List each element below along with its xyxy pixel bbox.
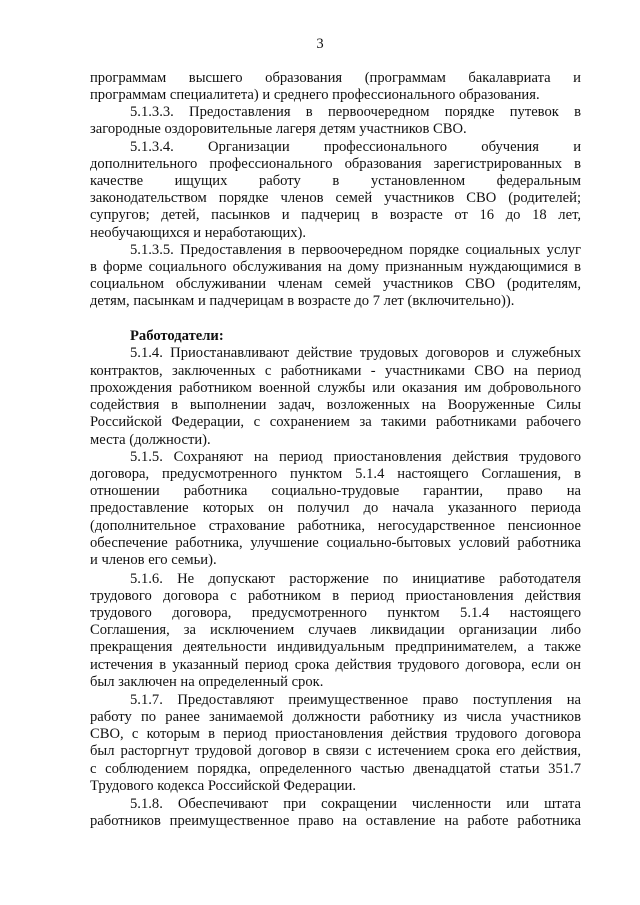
text-line: трудового договора, предусмотренного пунктом 5.1.4 настоящего <box>90 605 581 621</box>
text-line: был заключен на определенный срок. <box>90 674 324 690</box>
text-line: социальном обслуживании членам семей участников СВО (родителям, <box>90 276 581 292</box>
text-line: дополнительного профессионального образования зарегистрированных в <box>90 156 581 172</box>
text-line: детям, пасынкам и падчерицам в возрасте до 7 лет (включительно)). <box>90 293 515 309</box>
text-line: обеспечение работника, улучшение социально-бытовых условий работника <box>90 535 581 551</box>
text-line: с соблюдением порядка, определенного частью двенадцатой статьи 351.7 <box>90 761 581 777</box>
text-line: качестве ищущих работу в установленном федеральным <box>90 173 581 189</box>
text-line: прохождения работником военной службы или оказания им добровольного <box>90 380 581 396</box>
text-line: 5.1.3.5. Предоставления в первоочередном порядке социальных услуг <box>130 242 581 258</box>
text-line: в форме социального обслуживания на дому признанным нуждающимися в <box>90 259 581 275</box>
text-line: был расторгнут трудовой договор в связи с истечением срока его действия, <box>90 743 581 759</box>
text-line: 5.1.3.4. Организации профессионального обучения и <box>130 139 581 155</box>
text-line: прекращения деятельности индивидуальным предпринимателем, а также <box>90 639 581 655</box>
text-line: работников преимущественное право на оставление на работе работника <box>90 813 581 829</box>
text-line: трудового договора с работником в период приостановления действия <box>90 588 581 604</box>
text-line: СВО, с которым в период приостановления действия трудового договора <box>90 726 581 742</box>
text-line: 5.1.8. Обеспечивают при сокращении численности или штата <box>130 796 581 812</box>
text-line: Трудового кодекса Российской Федерации. <box>90 778 356 794</box>
text-line: отношении работника социально-трудовые гарантии, право на <box>90 483 581 499</box>
text-line: загородные оздоровительные лагеря детям участников СВО. <box>90 121 467 137</box>
text-line: Российской Федерации, с сохранением за такими работниками рабочего <box>90 414 581 430</box>
section-heading: Работодатели: <box>130 328 224 344</box>
page-number: 3 <box>316 36 324 52</box>
text-line: программам высшего образования (программам бакалавриата и <box>90 70 581 86</box>
text-line: 5.1.6. Не допускают расторжение по инициативе работодателя <box>130 571 581 587</box>
text-line: истечения в указанный период срока действия трудового договора, если он <box>90 657 581 673</box>
text-line: законодательством порядке членов семей участников СВО (родителей; <box>90 190 581 206</box>
text-line: необучающихся и неработающих). <box>90 225 307 241</box>
text-line: 5.1.4. Приостанавливают действие трудовых договоров и служебных <box>130 345 581 361</box>
text-line: Соглашения, за исключением случаев ликвидации организации либо <box>90 622 581 638</box>
text-line: места (должности). <box>90 432 211 448</box>
text-line: и членов его семьи). <box>90 552 217 568</box>
text-line: 5.1.5. Сохраняют на период приостановления действия трудового <box>130 449 581 465</box>
text-line: (дополнительное страхование работника, негосударственное пенсионное <box>90 518 581 534</box>
text-line: супругов; детей, пасынков и падчериц в возрасте от 16 до 18 лет, <box>90 207 581 223</box>
text-line: договора, предусмотренного пунктом 5.1.4 настоящего Соглашения, в <box>90 466 581 482</box>
text-line: 5.1.3.3. Предоставления в первоочередном порядке путевок в <box>130 104 581 120</box>
text-line: контрактов, заключенных с работниками - участниками СВО на период <box>90 363 581 379</box>
text-line: 5.1.7. Предоставляют преимущественное право поступления на <box>130 692 581 708</box>
text-line: содействия в выполнении задач, возложенных на Вооруженные Силы <box>90 397 581 413</box>
text-line: предоставление которых он получил до начала указанного периода <box>90 500 581 516</box>
text-line: программам специалитета) и среднего профессионального образования. <box>90 87 540 103</box>
text-line: работу по ранее занимаемой должности работнику из числа участников <box>90 709 581 725</box>
